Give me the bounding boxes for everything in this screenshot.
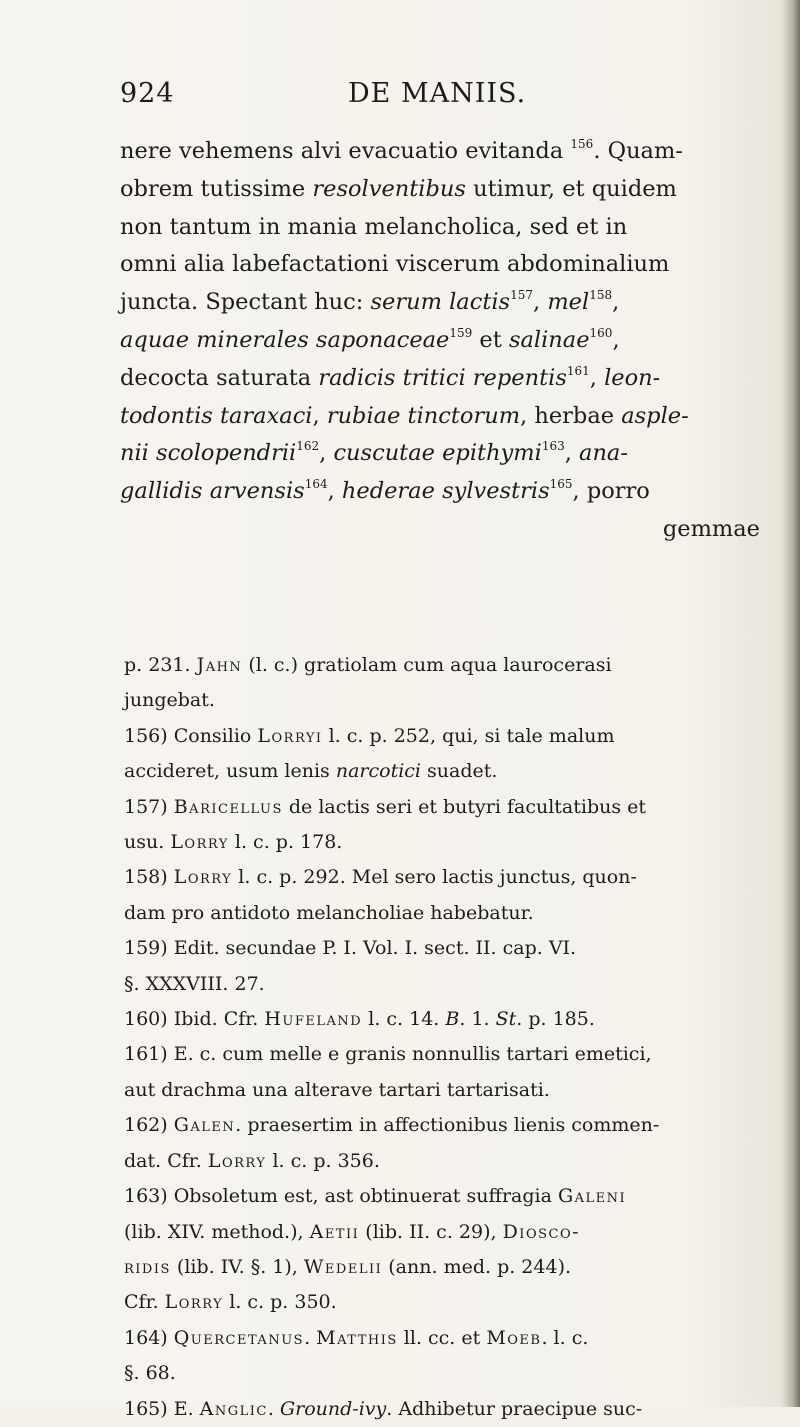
footnote-line: 161) E. c. cum melle e granis nonnullis tartari emetici, xyxy=(124,1043,652,1066)
text-line: gallidis arvensis$^{164}$, hederae sylvestris$^{165}$, porro xyxy=(120,477,650,505)
catchword: gemmae xyxy=(662,515,760,542)
footnote-line: dam pro antidoto melancholiae habebatur. xyxy=(124,901,534,924)
footnote-line: aut drachma una alterave tartari tartarisati. xyxy=(124,1078,550,1101)
footnote-line: jungebat. xyxy=(124,689,215,712)
footnote-line: (lib. XIV. method.), Aetii (lib. II. c. 29), Diosco- xyxy=(124,1220,581,1243)
footnote-line: dat. Cfr. Lorry l. c. p. 356. xyxy=(124,1149,380,1172)
footnote-line: Cfr. Lorry l. c. p. 350. xyxy=(124,1291,337,1314)
text-line: nii scolopendrii$^{162}$, cuscutae epithymi$^{163}$, ana- xyxy=(120,439,628,467)
footnotes xyxy=(124,648,766,1427)
footnote-line: 164) Quercetanus. Matthis ll. cc. et Moeb. l. c. xyxy=(124,1326,589,1349)
footnote-line: accideret, usum lenis narcotici suadet. xyxy=(124,760,498,783)
text-line: obrem tutissime resolventibus utimur, et quidem xyxy=(120,175,677,202)
text-line: todontis taraxaci, rubiae tinctorum, herbae asple- xyxy=(120,402,689,429)
text-line: decocta saturata radicis tritici repentis$^{161}$, leon- xyxy=(120,363,661,391)
footnote-line: 163) Obsoletum est, ast obtinuerat suffragia Galeni xyxy=(124,1185,627,1208)
footnote-line: §. 68. xyxy=(124,1362,176,1385)
page-gutter-shadow xyxy=(782,0,800,1407)
footnote-line: §. XXXVIII. 27. xyxy=(124,972,265,995)
footnote-line: 162) Galen. praesertim in affectionibus lienis commen- xyxy=(124,1114,660,1137)
page-header xyxy=(120,78,740,118)
footnote-line: 160) Ibid. Cfr. Hufeland l. c. 14. B. 1. St. p. 185. xyxy=(124,1008,595,1031)
text-line: aquae minerales saponaceae$^{159}$ et salinae$^{160}$, xyxy=(120,325,620,353)
footnote-line: usu. Lorry l. c. p. 178. xyxy=(124,831,343,854)
text-line: omni alia labefactationi viscerum abdominalium xyxy=(120,251,670,278)
text-line: nere vehemens alvi evacuatio evitanda $^{156}$. Quam- xyxy=(120,137,683,164)
footnote-line: p. 231. Jahn (l. c.) gratiolam cum aqua laurocerasi xyxy=(124,654,612,676)
footnote-line: 159) Edit. secundae P. I. Vol. I. sect. II. cap. VI. xyxy=(124,937,577,960)
text-line: non tantum in mania melancholica, sed et in xyxy=(120,213,628,240)
footnote-line: 158) Lorry l. c. p. 292. Mel sero lactis junctus, quon- xyxy=(124,866,637,889)
footnote-line: 157) Baricellus de lactis seri et butyri facultatibus et xyxy=(124,795,647,818)
footnote-line: 156) Consilio Lorryi l. c. p. 252, qui, si tale malum xyxy=(124,724,615,747)
main-text xyxy=(120,133,760,549)
footnote-line: 165) E. Anglic. Ground-ivy. Adhibetur praecipue suc- xyxy=(124,1397,643,1420)
text-line: juncta. Spectant huc: serum lactis$^{157}$, mel$^{158}$, xyxy=(120,288,620,316)
page-number: 924 xyxy=(120,78,175,109)
running-title: DE MANIIS. xyxy=(348,78,527,109)
footnote-line: ridis (lib. IV. §. 1), Wedelii (ann. med. p. 244). xyxy=(124,1255,572,1278)
